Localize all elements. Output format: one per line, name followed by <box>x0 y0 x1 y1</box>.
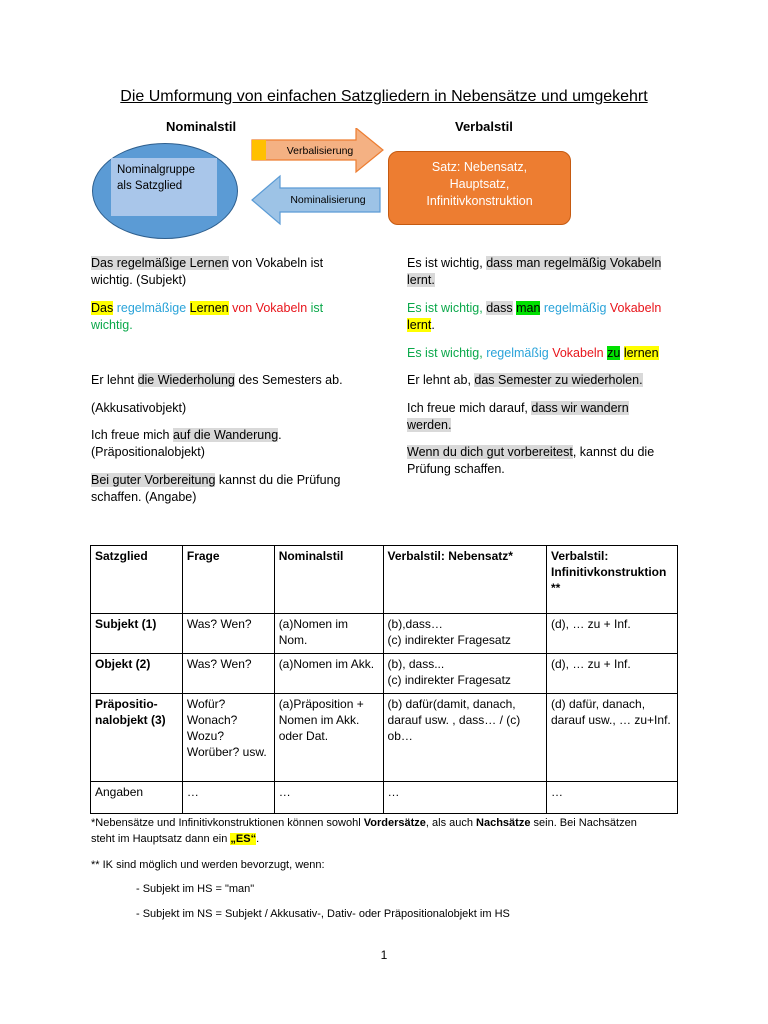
bold-term: Nachsätze <box>476 817 531 829</box>
nominalstil-heading: Nominalstil <box>166 119 237 134</box>
cell-nebensatz <box>383 654 546 694</box>
cell-infinitiv: (d), … zu + Inf. <box>547 654 678 694</box>
cell-nebensatz: (b) dafür(damit, danach, darauf usw. , dass… / (c) ob… <box>383 694 546 782</box>
highlight-infinitiv: das Semester zu wiederholen. <box>474 373 643 387</box>
page-number: 1 <box>380 948 388 962</box>
highlight-nominal: auf die Wanderung <box>172 428 279 442</box>
verbalstil-heading: Verbalstil <box>455 119 513 134</box>
text: Ich freue mich <box>91 428 173 442</box>
verbalisierung-arrow-band <box>252 140 266 160</box>
header-nebensatz: Verbalstil: Nebensatz* <box>383 546 546 614</box>
text: , kannst du die <box>572 445 655 459</box>
highlight-nominal: die Wiederholung <box>137 373 235 387</box>
cell-nebensatz-line1: (b),dass… <box>387 617 443 631</box>
nominalisierung-label: Nominalisierung <box>290 194 366 206</box>
verbalisierung-label: Verbalisierung <box>286 145 354 157</box>
cell-nebensatz-line2: (c) indirekter Fragesatz <box>387 633 511 647</box>
verb-word: lernen <box>623 346 659 360</box>
cell-nebensatz: … <box>383 782 546 814</box>
example-angabe-verbal <box>407 444 697 478</box>
table-row <box>91 654 678 694</box>
cell-satzglied: Objekt (2) <box>91 654 183 694</box>
example-angabe-nominal <box>91 472 381 506</box>
cell-nominal: (a)Nomen im Nom. <box>274 614 383 654</box>
text: des Semesters ab. <box>234 373 343 387</box>
text: Prüfung schaffen. <box>407 462 505 476</box>
cell-nebensatz <box>383 614 546 654</box>
adjective-word: regelmäßige <box>113 301 190 315</box>
nominalgruppe-line2: als Satzglied <box>117 180 183 192</box>
text: schaffen. (Angabe) <box>91 490 197 504</box>
header-infinitiv: Verbalstil: Infinitivkonstruktion ** <box>547 546 678 614</box>
footnote-2: ** IK sind möglich und werden bevorzugt, wenn: <box>91 859 325 871</box>
verbalstil-line2: Hauptsatz, <box>449 177 510 191</box>
condition-2: - Subjekt im NS = Subjekt / Akkusativ-, Dativ- oder Präpositionalobjekt im HS <box>136 908 510 920</box>
subject-word: man <box>516 301 541 315</box>
example-subjekt-nominal <box>91 255 381 289</box>
highlight-nominal: Bei guter Vorbereitung <box>91 473 216 487</box>
adverb-word: regelmäßig <box>486 346 549 360</box>
example-praeposition-nominal <box>91 427 381 461</box>
adverb-word: regelmäßig <box>540 301 607 315</box>
text: Er lehnt ab, <box>407 373 475 387</box>
cell-infinitiv: (d) dafür, danach, darauf usw., … zu+Inf. <box>547 694 678 782</box>
text: . <box>256 833 260 845</box>
highlight-nebensatz: dass man regelmäßig Vokabeln <box>486 256 662 270</box>
text: (Präpositionalobjekt) <box>91 445 205 459</box>
highlight-nebensatz: Wenn du dich gut vorbereitest <box>407 445 573 459</box>
cell-satzglied: Subjekt (1) <box>91 614 183 654</box>
table-row <box>91 694 678 782</box>
main-clause: Es ist wichtig, <box>407 301 487 315</box>
cell-frage: … <box>182 782 274 814</box>
akkusativobjekt-note: (Akkusativobjekt) <box>91 401 187 415</box>
arrows-diagram <box>248 128 388 228</box>
text: sein. Bei Nachsätzen <box>530 817 637 829</box>
example-akkusativ-nominal <box>91 372 381 389</box>
cell-infinitiv: (d), … zu + Inf. <box>547 614 678 654</box>
cell-frage: Wofür? Wonach? Wozu? Worüber? usw. <box>182 694 274 782</box>
text: . <box>278 428 282 442</box>
cell-nebensatz-line1: (b), dass... <box>387 657 445 671</box>
page-title: Die Umformung von einfachen Satzgliedern in Nebensätze und umgekehrt <box>120 88 648 105</box>
verb-word: lernt <box>407 318 432 332</box>
example-colored-nominal <box>91 300 381 334</box>
condition-1: - Subjekt im HS = "man" <box>136 883 255 895</box>
verbalstil-line3: Infinitivkonstruktion <box>426 194 533 208</box>
highlight-nominal: Das regelmäßige Lernen <box>91 256 229 270</box>
satzglied-table <box>90 545 678 814</box>
text: steht im Hauptsatz dann ein <box>91 833 231 845</box>
highlight-nebensatz: werden. <box>407 418 452 432</box>
cell-satzglied: Präpositio-nalobjekt (3) <box>91 694 183 782</box>
table-row <box>91 614 678 654</box>
cell-frage: Was? Wen? <box>182 614 274 654</box>
nominalgruppe-line1: Nominalgruppe <box>117 164 195 176</box>
verbalstil-line1: Satz: Nebensatz, <box>431 160 528 174</box>
highlight-nebensatz: lernt. <box>407 273 435 287</box>
example-colored-verbal <box>407 300 697 334</box>
object-word: Vokabeln <box>606 301 662 315</box>
text: wichtig. (Subjekt) <box>91 273 187 287</box>
object-word: von Vokabeln <box>228 301 308 315</box>
text: Es ist wichtig, <box>407 256 487 270</box>
header-frage: Frage <box>182 546 274 614</box>
article-word: Das <box>91 301 114 315</box>
cell-frage: Was? Wen? <box>182 654 274 694</box>
cell-nominal: (a)Präposition + Nomen im Akk. oder Dat. <box>274 694 383 782</box>
zu-word: zu <box>607 346 621 360</box>
cell-satzglied: Angaben <box>91 782 183 814</box>
highlight-nebensatz: dass wir wandern <box>531 401 629 415</box>
noun-word: Lernen <box>189 301 229 315</box>
conjunction-word: dass <box>486 301 513 315</box>
cell-nominal: (a)Nomen im Akk. <box>274 654 383 694</box>
text: *Nebensätze und Infinitivkonstruktionen können sowohl <box>91 817 364 829</box>
text: Er lehnt <box>91 373 138 387</box>
text: von Vokabeln ist <box>228 256 324 270</box>
verbalstil-box <box>388 151 571 225</box>
example-infinitiv <box>407 345 707 362</box>
header-nominalstil: Nominalstil <box>274 546 383 614</box>
example-akkusativ-verbal <box>407 372 697 389</box>
header-satzglied: Satzglied <box>91 546 183 614</box>
example-subjekt-verbal <box>407 255 697 289</box>
cell-nebensatz-line2: (c) indirekter Fragesatz <box>387 673 511 687</box>
bold-term: Vordersätze <box>363 817 426 829</box>
cell-nominal: … <box>274 782 383 814</box>
example-praeposition-verbal <box>407 400 697 434</box>
text: kannst du die Prüfung <box>215 473 341 487</box>
cell-infinitiv: … <box>547 782 678 814</box>
table-row <box>91 782 678 814</box>
period: . <box>431 318 435 332</box>
main-clause: Es ist wichtig, <box>407 346 487 360</box>
text: , als auch <box>425 817 477 829</box>
table-header-row <box>91 546 678 614</box>
footnote-1 <box>91 815 691 847</box>
verb-word: ist <box>307 301 324 315</box>
verb-word: wichtig. <box>91 318 133 332</box>
text: Ich freue mich darauf, <box>407 401 532 415</box>
es-highlight: „ES“ <box>230 833 257 845</box>
object-word: Vokabeln <box>548 346 604 360</box>
nominalgruppe-box <box>111 158 217 216</box>
